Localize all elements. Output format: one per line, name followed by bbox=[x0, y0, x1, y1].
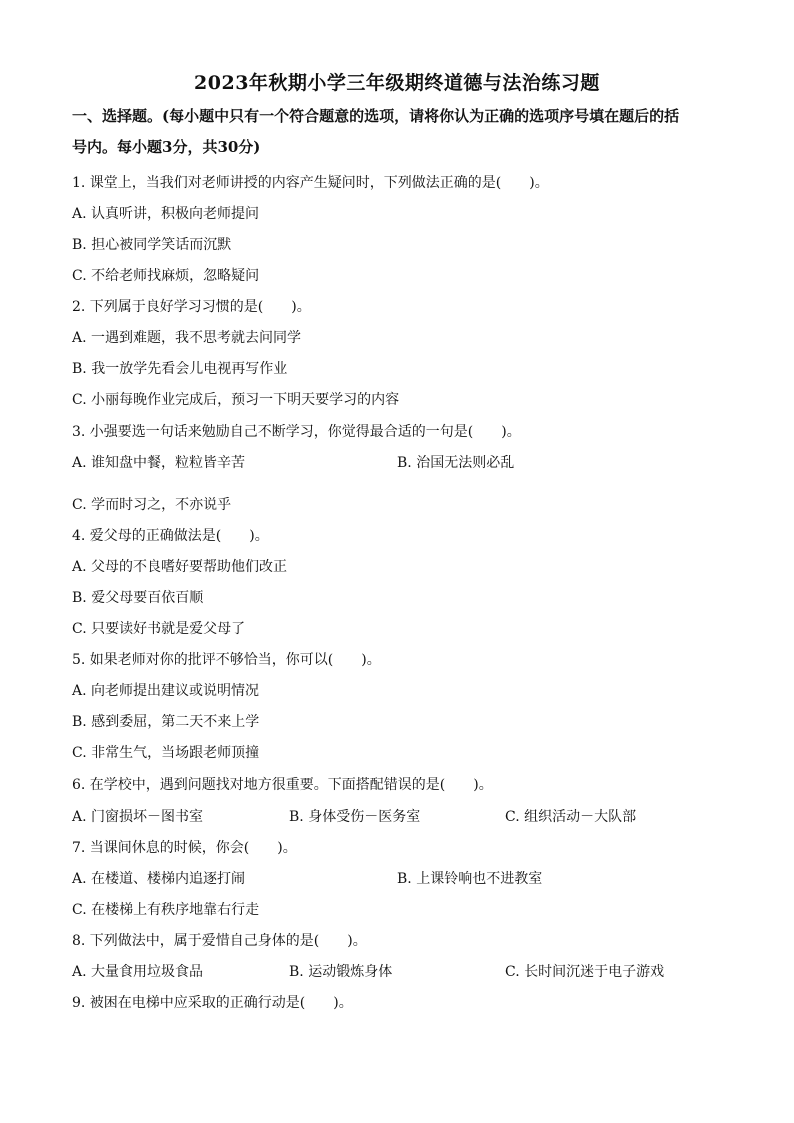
question-1-option-a: A. 认真听讲，积极向老师提问 bbox=[72, 206, 260, 222]
question-4-option-c: C. 只要读好书就是爱父母了 bbox=[72, 621, 246, 637]
question-1-stem: 1. 课堂上，当我们对老师讲授的内容产生疑问时，下列做法正确的是( )。 bbox=[72, 175, 549, 191]
question-8-option-b: B. 运动锻炼身体 bbox=[289, 964, 393, 980]
question-5-option-b: B. 感到委屈，第二天不来上学 bbox=[72, 714, 260, 730]
question-1-option-b: B. 担心被同学笑话而沉默 bbox=[72, 237, 232, 253]
question-7-stem: 7. 当课间休息的时候，你会( )。 bbox=[72, 840, 297, 856]
question-1-option-c: C. 不给老师找麻烦，忽略疑问 bbox=[72, 268, 260, 284]
question-4-stem: 4. 爱父母的正确做法是( )。 bbox=[72, 528, 269, 544]
question-5-stem: 5. 如果老师对你的批评不够恰当，你可以( )。 bbox=[72, 652, 381, 668]
question-7-option-c: C. 在楼梯上有秩序地靠右行走 bbox=[72, 902, 260, 918]
question-2-option-b: B. 我一放学先看会儿电视再写作业 bbox=[72, 361, 288, 377]
question-2-option-c: C. 小丽每晚作业完成后，预习一下明天要学习的内容 bbox=[72, 392, 400, 408]
question-6-stem: 6. 在学校中，遇到问题找对地方很重要。下面搭配错误的是( )。 bbox=[72, 777, 493, 793]
question-7-option-b: B. 上课铃响也不进教室 bbox=[397, 871, 543, 887]
question-6-option-b: B. 身体受伤－医务室 bbox=[289, 809, 421, 825]
question-6-option-c: C. 组织活动－大队部 bbox=[505, 809, 637, 825]
question-8-stem: 8. 下列做法中，属于爱惜自己身体的是( )。 bbox=[72, 933, 367, 949]
question-3-stem: 3. 小强要选一句话来勉励自己不断学习，你觉得最合适的一句是( )。 bbox=[72, 424, 521, 440]
question-4-option-b: B. 爱父母要百依百顺 bbox=[72, 590, 204, 606]
section-heading-line-1: 一、选择题。(每小题中只有一个符合题意的选项，请将你认为正确的选项序号填在题后的括 bbox=[72, 107, 680, 125]
question-5-option-a: A. 向老师提出建议或说明情况 bbox=[72, 683, 260, 699]
question-7-option-a: A. 在楼道、楼梯内追逐打闹 bbox=[72, 871, 246, 887]
question-5-option-c: C. 非常生气，当场跟老师顶撞 bbox=[72, 745, 260, 761]
question-3-option-a: A. 谁知盘中餐，粒粒皆辛苦 bbox=[72, 455, 246, 471]
question-8-option-a: A. 大量食用垃圾食品 bbox=[72, 964, 204, 980]
question-3-option-c: C. 学而时习之，不亦说乎 bbox=[72, 497, 232, 513]
question-3-option-b: B. 治国无法则必乱 bbox=[397, 455, 515, 471]
question-6-option-a: A. 门窗损坏－图书室 bbox=[72, 809, 204, 825]
question-2-option-a: A. 一遇到难题，我不思考就去问同学 bbox=[72, 330, 302, 346]
section-heading bbox=[72, 101, 728, 163]
section-heading-line-2: 号内。每小题3分，共30分) bbox=[72, 138, 261, 156]
question-8-option-c: C. 长时间沉迷于电子游戏 bbox=[505, 964, 665, 980]
page-title: 2023年秋期小学三年级期终道德与法治练习题 bbox=[194, 72, 600, 94]
question-4-option-a: A. 父母的不良嗜好要帮助他们改正 bbox=[72, 559, 288, 575]
question-2-stem: 2. 下列属于良好学习习惯的是( )。 bbox=[72, 299, 311, 315]
question-9-stem: 9. 被困在电梯中应采取的正确行动是( )。 bbox=[72, 995, 353, 1011]
